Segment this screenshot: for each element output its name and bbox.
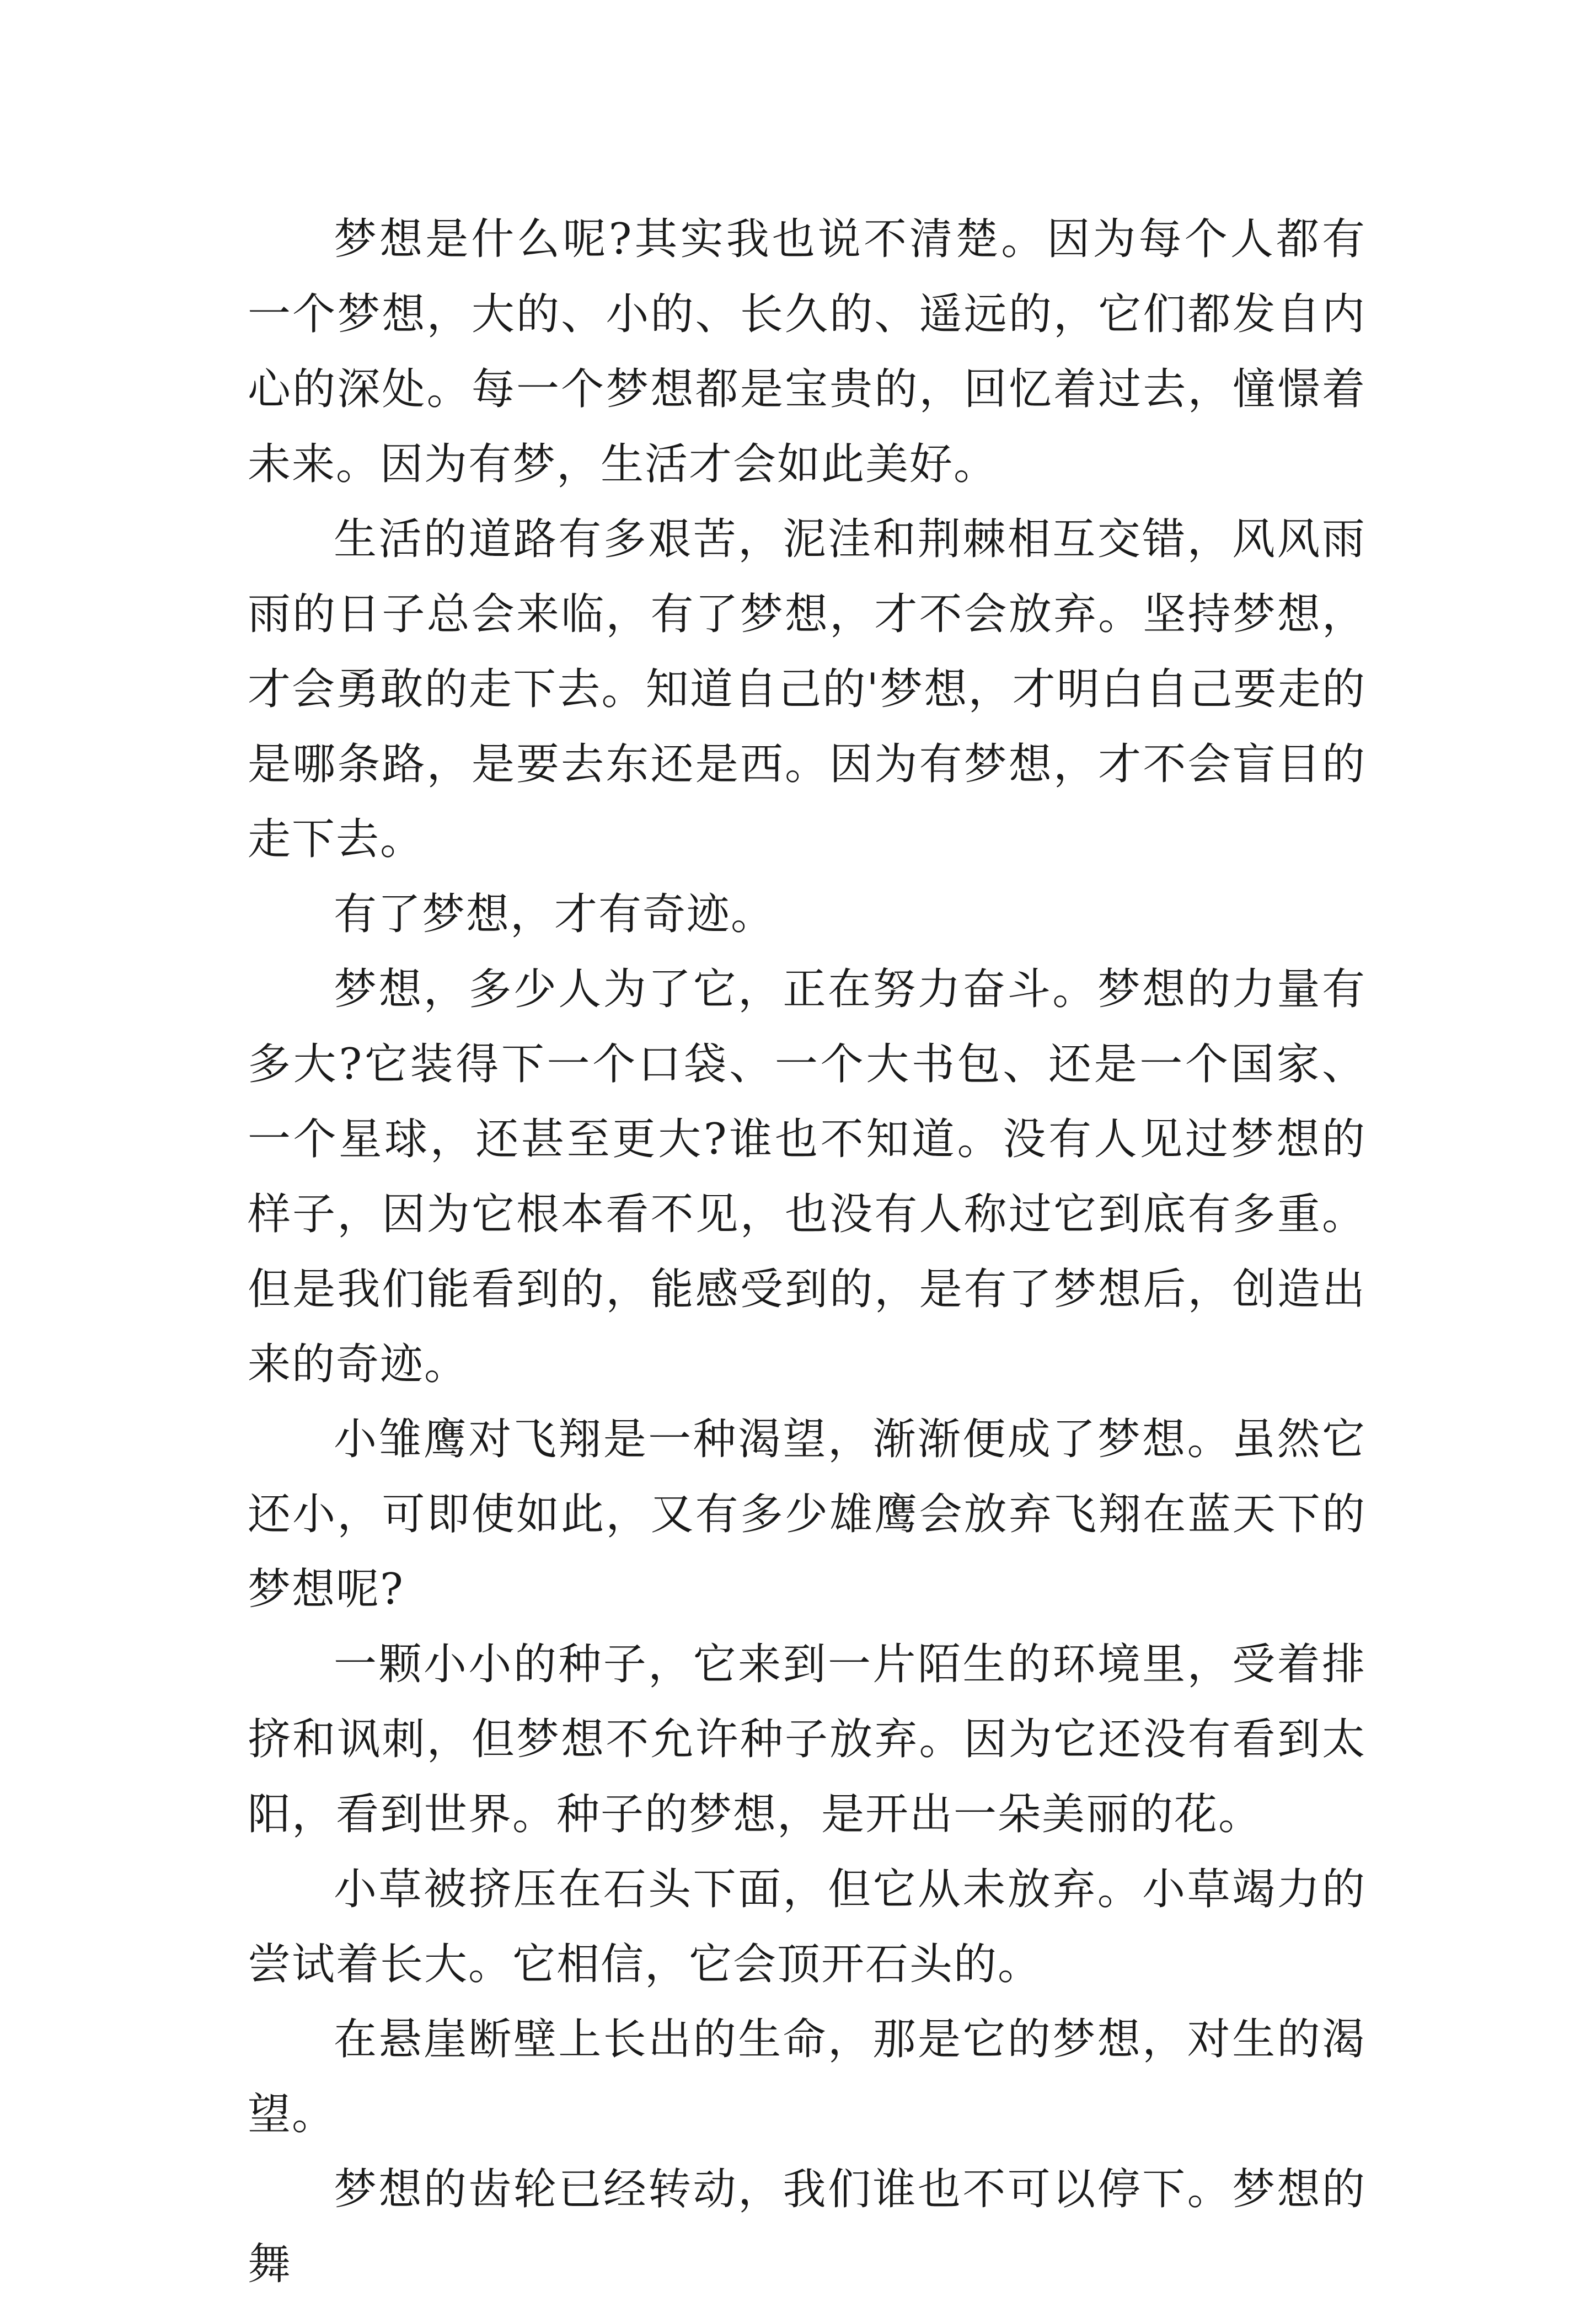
paragraph: 梦想是什么呢?其实我也说不清楚。因为每个人都有一个梦想，大的、小的、长久的、遥远的，它们都发自内心的深处。每一个梦想都是宝贵的，回忆着过去，憧憬着未来。因为有梦，生活才会如此美好。 — [248, 215, 1366, 489]
paragraph: 小雏鹰对飞翔是一种渴望，渐渐便成了梦想。虽然它还小，可即使如此，又有多少雄鹰会放弃飞翔在蓝天下的梦想呢? — [248, 1415, 1366, 1614]
paragraph: 梦想的齿轮已经转动，我们谁也不可以停下。梦想的舞 — [248, 2165, 1366, 2289]
paragraph: 生活的道路有多艰苦，泥洼和荆棘相互交错，风风雨雨的日子总会来临，有了梦想，才不会放弃。坚持梦想，才会勇敢的走下去。知道自己的'梦想，才明白自己要走的是哪条路，是要去东还是西。因为有梦想，才不会盲目的走下去。 — [248, 515, 1366, 864]
paragraph: 在悬崖断壁上长出的生命，那是它的梦想，对生的渴望。 — [248, 2015, 1366, 2139]
paragraph: 有了梦想，才有奇迹。 — [334, 890, 775, 939]
paragraph: 梦想，多少人为了它，正在努力奋斗。梦想的力量有多大?它装得下一个口袋、一个大书包、还是一个国家、一个星球，还甚至更大?谁也不知道。没有人见过梦想的样子，因为它根本看不见，也没有人称过它到底有多重。但是我们能看到的，能感受到的，是有了梦想后，创造出来的奇迹。 — [248, 965, 1366, 1389]
paragraph: 一颗小小的种子，它来到一片陌生的环境里，受着排挤和讽刺，但梦想不允许种子放弃。因为它还没有看到太阳，看到世界。种子的梦想，是开出一朵美丽的花。 — [248, 1640, 1366, 1839]
document-body — [248, 202, 1366, 2302]
paragraph: 小草被挤压在石头下面，但它从未放弃。小草竭力的尝试着长大。它相信，它会顶开石头的。 — [248, 1865, 1366, 1989]
